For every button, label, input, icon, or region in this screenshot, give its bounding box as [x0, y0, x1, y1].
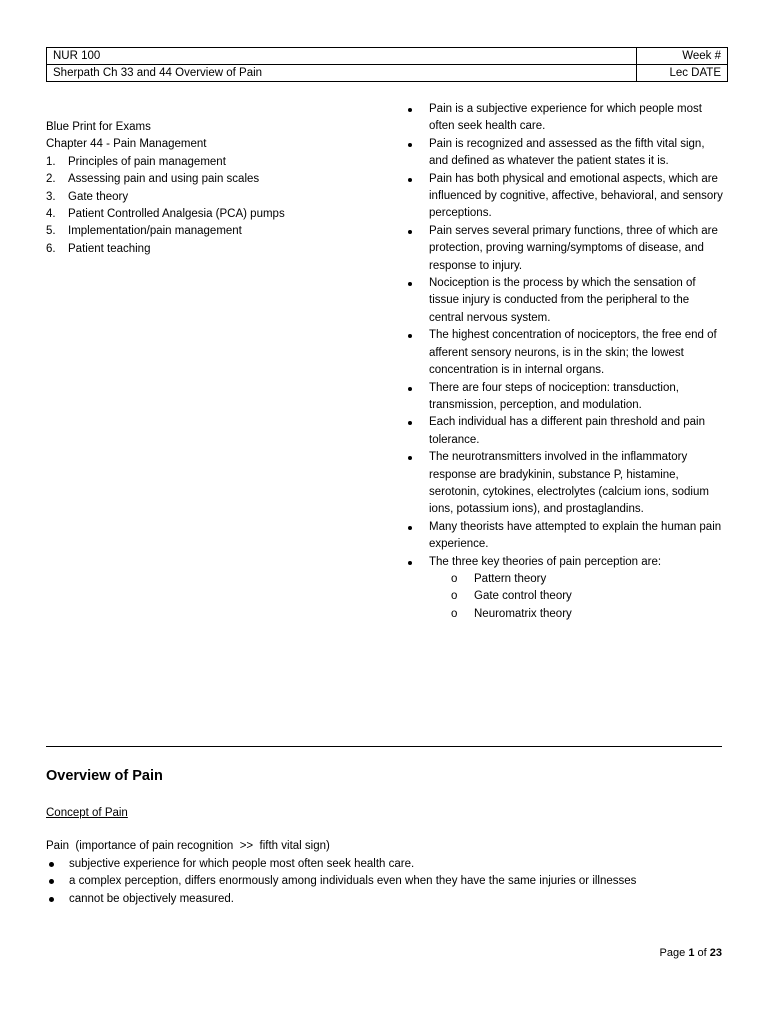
list-item: Pain is recognized and assessed as the fifth vital sign, and defined as whatever the patient states it is. [400, 136, 726, 171]
pain-facts-section [400, 101, 726, 623]
header-table [46, 47, 728, 82]
week-label: Week # [637, 48, 728, 65]
blueprint-title: Blue Print for Exams [46, 121, 151, 133]
pain-note: (importance of pain recognition >> fifth vital sign) [75, 840, 330, 852]
pain-heading [46, 838, 330, 855]
list-item: subjective experience for which people most often seek health care. [46, 856, 736, 873]
list-item: Each individual has a different pain threshold and pain tolerance. [400, 414, 726, 449]
list-item: Nociception is the process by which the sensation of tissue injury is conducted from the peripheral to the central nervous system. [400, 275, 726, 327]
list-item: cannot be objectively measured. [46, 891, 736, 908]
list-item: 5. Implementation/pain management [46, 225, 242, 238]
list-item: 3. Gate theory [46, 190, 129, 203]
list-item: 2. Assessing pain and using pain scales [46, 173, 260, 186]
blueprint-list [46, 154, 376, 258]
pain-label: Pain [46, 840, 70, 852]
list-item: Pain is a subjective experience for which people most often seek health care. [400, 101, 726, 136]
list-item: 1. Principles of pain management [46, 155, 226, 168]
list-item: The neurotransmitters involved in the inflammatory response are bradykinin, substance P, histamine, serotonin, cytokines, electrolytes (calcium ions, sodium ions, potassium ions), and prostaglandins. [400, 449, 726, 519]
blueprint-chapter: Chapter 44 - Pain Management [46, 138, 207, 151]
theories-list [400, 571, 726, 623]
list-item: Pain serves several primary functions, three of which are protection, proving warning/symptoms of disease, and response to injury. [400, 223, 726, 275]
circle-bullet-icon: o [451, 607, 458, 620]
list-item: Many theorists have attempted to explain the human pain experience. [400, 519, 726, 554]
list-item: The three key theories of pain perception are: [400, 554, 726, 571]
blueprint-section [46, 119, 376, 258]
circle-bullet-icon: o [451, 590, 458, 603]
list-item: The highest concentration of nociceptors, the free end of afferent sensory neurons, is in the skin; the lowest concentration is in internal organs. [400, 327, 726, 379]
theory-item: o Gate control theory [400, 588, 726, 605]
lecture-topic: Sherpath Ch 33 and 44 Overview of Pain [47, 65, 637, 82]
list-item: There are four steps of nociception: transduction, transmission, perception, and modulation. [400, 380, 726, 415]
list-item: 6. Patient teaching [46, 242, 151, 255]
theory-item: o Neuromatrix theory [400, 606, 726, 623]
circle-bullet-icon: o [451, 572, 458, 585]
page-number: Page 1 of 23 [659, 947, 722, 959]
theory-item: o Pattern theory [400, 571, 726, 588]
pain-concept-list [46, 856, 736, 908]
list-item: a complex perception, differs enormously among individuals even when they have the same injuries or illnesses [46, 873, 736, 890]
section-divider [46, 746, 722, 747]
lec-date-label: Lec DATE [637, 65, 728, 82]
subsection-title: Concept of Pain [46, 807, 128, 819]
pain-facts-list [400, 101, 726, 571]
course-code: NUR 100 [47, 48, 637, 65]
list-item: Pain has both physical and emotional aspects, which are influenced by cognitive, affective, behavioral, and sensory perceptions. [400, 171, 726, 223]
section-title: Overview of Pain [46, 768, 163, 784]
list-item: 4. Patient Controlled Analgesia (PCA) pumps [46, 208, 285, 221]
